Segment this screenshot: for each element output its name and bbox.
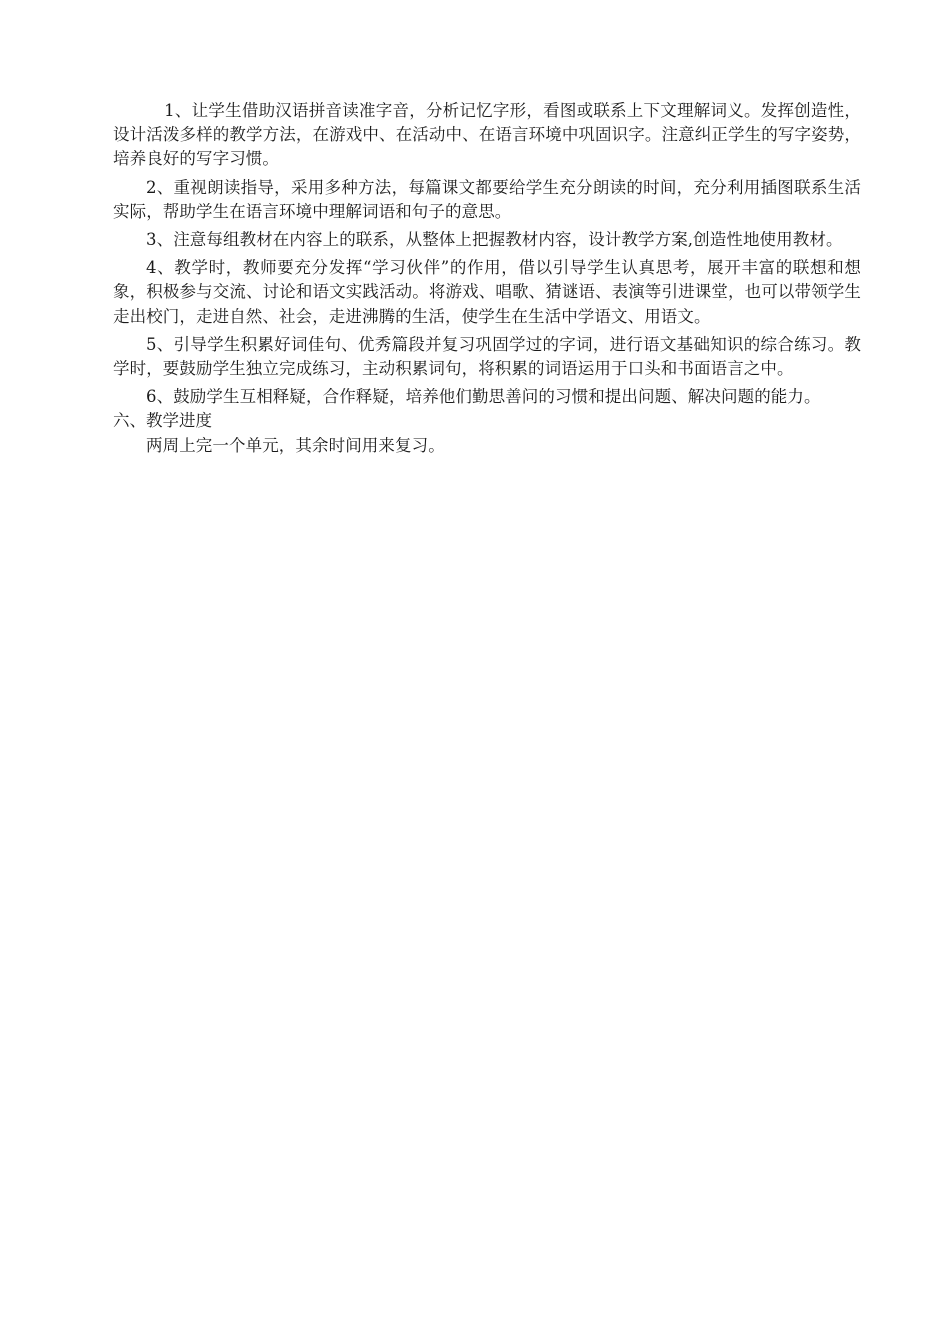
paragraph-6: 6、鼓励学生互相释疑，合作释疑，培养他们勤思善问的习惯和提出问题、解决问题的能力。 <box>146 387 821 407</box>
paragraph-3: 3、注意每组教材在内容上的联系，从整体上把握教材内容，设计教学方案,创造性地使用教材。 <box>146 230 843 250</box>
paragraph-5: 5、引导学生积累好词佳句、优秀篇段并复习巩固学过的字词，进行语文基础知识的综合练习。教学时，要鼓励学生独立完成练习，主动积累词句，将积累的词语运用于口头和书面语言之中。 <box>113 334 861 379</box>
paragraph-1: 1、让学生借助汉语拼音读准字音，分析记忆字形，看图或联系上下文理解词义。发挥创造性，设计活泼多样的教学方法，在游戏中、在活动中、在语言环境中巩固识字。注意纠正学生的写字姿势，培养良好的写字习惯。 <box>113 101 861 169</box>
paragraph-4: 4、教学时，教师要充分发挥“学习伙伴”的作用，借以引导学生认真思考，展开丰富的联想和想象，积极参与交流、讨论和语文实践活动。将游戏、唱歌、猜谜语、表演等引进课堂，也可以带领学生走出校门，走进自然、社会，走进沸腾的生活，使学生在生活中学语文、用语文。 <box>113 258 861 326</box>
paragraph-2: 2、重视朗读指导，采用多种方法，每篇课文都要给学生充分朗读的时间，充分利用插图联系生活实际，帮助学生在语言环境中理解词语和句子的意思。 <box>113 177 861 221</box>
section-body: 两周上完一个单元，其余时间用来复习。 <box>146 435 445 455</box>
document-page <box>113 99 861 458</box>
section-heading: 六、教学进度 <box>113 411 212 431</box>
